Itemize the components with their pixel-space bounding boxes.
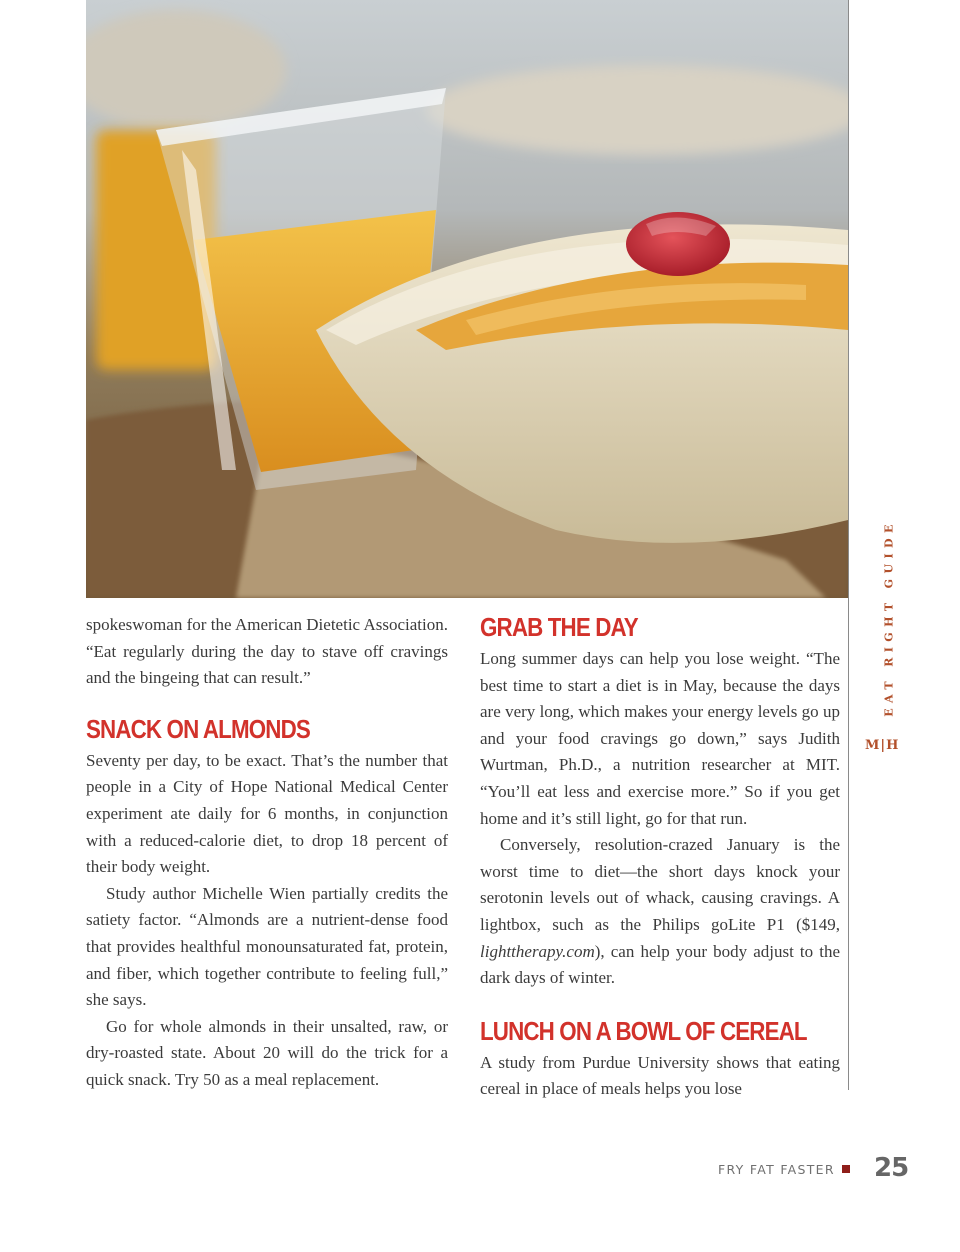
running-head-guide: EAT RIGHT GUIDE [882, 519, 896, 717]
website-link[interactable]: lighttherapy.com [480, 941, 595, 961]
margin-rule [848, 0, 849, 1090]
body-paragraph: Study author Michelle Wien partially credits the satiety factor. “Almonds are a nutrient-dense food that provides healthful monounsaturated fat, protein, and fiber, which together contribute to feeling full,” she says. [86, 883, 448, 1010]
magazine-logo: M|H [865, 738, 900, 753]
intro-paragraph: spokeswoman for the American Dietetic Association. “Eat regularly during the day to stave off cravings and the bingeing that can result.” [86, 615, 448, 688]
body-paragraph: Long summer days can help you lose weight. “The best time to start a diet is in May, because the days are very long, which makes your energy levels go up and your food cravings go down,” says Judith Wurtman, Ph.D., a nutrition researcher at MIT. “You’ll eat less and exercise more.” So if you get home and it’s still light, go for that run. [480, 649, 840, 828]
page-number: 25 [874, 1153, 909, 1183]
body-paragraph: Go for whole almonds in their unsalted, raw, or dry-roasted state. About 20 will do the trick for a quick snack. Try 50 as a meal replacement. [86, 1016, 448, 1089]
body-paragraph [480, 832, 840, 992]
left-column [86, 612, 448, 1094]
section-heading-almonds: SNACK ON ALMONDS [86, 713, 310, 744]
section-heading-grab-the-day: GRAB THE DAY [480, 612, 638, 642]
breakfast-photo [86, 0, 848, 598]
body-paragraph: A study from Purdue University shows that eating cereal in place of meals helps you lose [480, 1052, 840, 1099]
footer-section-title: FRY FAT FASTER [718, 1162, 835, 1177]
footer-square-icon [842, 1165, 850, 1173]
body-paragraph: Seventy per day, to be exact. That’s the number that people in a City of Hope National Medical Center experiment ate daily for 6 months, in conjunction with a reduced-calorie diet, to drop 18 percent of their body weight. [86, 750, 448, 877]
section-heading-cereal: LUNCH ON A BOWL OF CEREAL [480, 1015, 807, 1046]
right-column [480, 612, 840, 1103]
body-text: ), can help your body adjust to the dark days of winter. [480, 941, 840, 988]
body-text: Conversely, resolution-crazed January is the worst time to diet—the short days knock your serotonin levels out of whack, causing cravings. A lightbox, such as the Philips goLite P1 ($149, [480, 835, 840, 934]
